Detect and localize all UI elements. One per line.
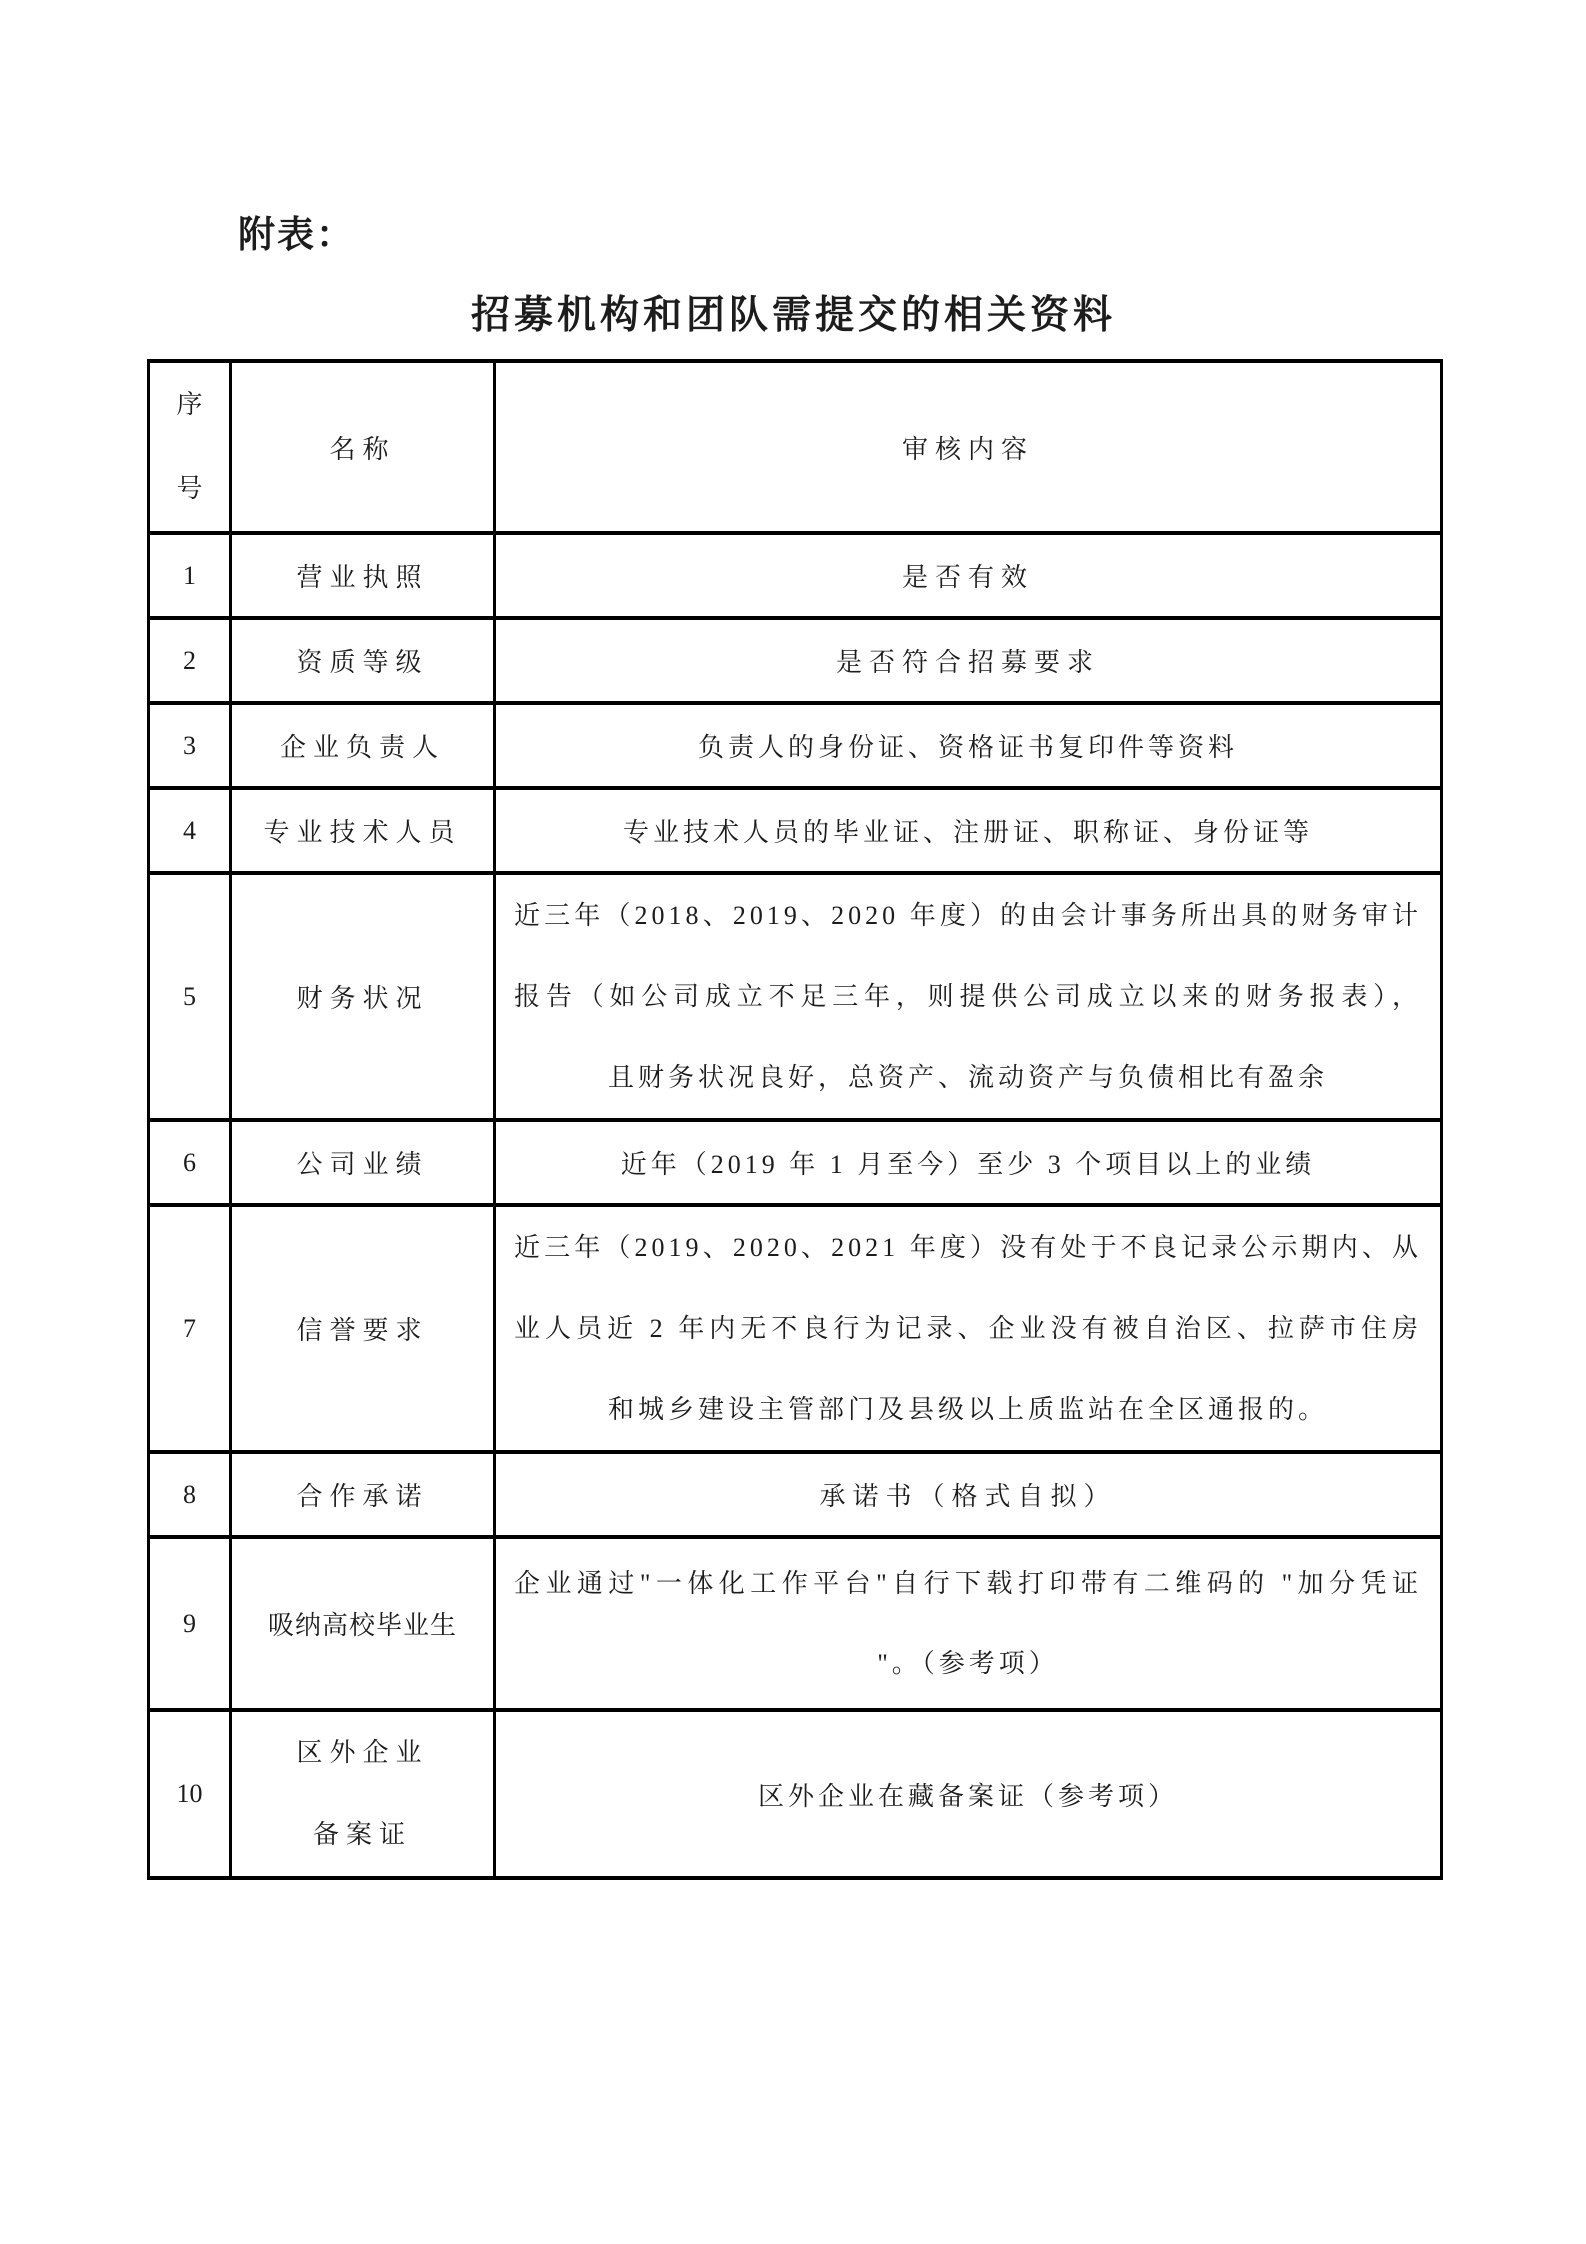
cell-content: 专业技术人员的毕业证、注册证、职称证、身份证等 bbox=[495, 788, 1442, 873]
content-line: 和城乡建设主管部门及县级以上质监站在全区通报的。 bbox=[607, 1395, 1328, 1424]
cell-no: 7 bbox=[149, 1205, 231, 1452]
header-no-line1: 序 bbox=[176, 390, 203, 419]
cell-content: 近年（2019 年 1 月至今）至少 3 个项目以上的业绩 bbox=[495, 1120, 1442, 1205]
header-no-line2: 号 bbox=[176, 474, 203, 503]
content-line: 报告（如公司成立不足三年，则提供公司成立以来的财务报表）， bbox=[514, 982, 1422, 1011]
materials-table bbox=[147, 359, 1443, 1880]
table-row bbox=[149, 1710, 1442, 1878]
content-line: 业人员近 2 年内无不良行为记录、企业没有被自治区、拉萨市住房 bbox=[514, 1314, 1422, 1343]
name-line: 备案证 bbox=[312, 1820, 412, 1849]
table-row bbox=[149, 1205, 1442, 1452]
cell-name: 企业负责人 bbox=[231, 703, 495, 788]
cell-name: 合作承诺 bbox=[231, 1452, 495, 1537]
header-cell-content: 审核内容 bbox=[495, 361, 1442, 533]
page-title: 招募机构和团队需提交的相关资料 bbox=[470, 294, 1116, 337]
table-row bbox=[149, 1120, 1442, 1205]
cell-content: 承诺书（格式自拟） bbox=[495, 1452, 1442, 1537]
cell-name: 专业技术人员 bbox=[231, 788, 495, 873]
content-line: 企业通过"一体化工作平台"自行下载打印带有二维码的 "加分凭证 bbox=[514, 1568, 1422, 1598]
cell-content: 是否符合招募要求 bbox=[495, 618, 1442, 703]
table-header-row bbox=[149, 361, 1442, 533]
cell-no: 9 bbox=[149, 1537, 231, 1710]
table-row bbox=[149, 533, 1442, 618]
cell-name: 财务状况 bbox=[231, 873, 495, 1120]
cell-no: 2 bbox=[149, 618, 231, 703]
cell-name: 公司业绩 bbox=[231, 1120, 495, 1205]
cell-content: 是否有效 bbox=[495, 533, 1442, 618]
cell-content: 区外企业在藏备案证（参考项） bbox=[495, 1710, 1442, 1878]
cell-name: 营业执照 bbox=[231, 533, 495, 618]
cell-no: 3 bbox=[149, 703, 231, 788]
cell-content bbox=[495, 1205, 1442, 1452]
cell-no: 4 bbox=[149, 788, 231, 873]
content-line: 且财务状况良好，总资产、流动资产与负债相比有盈余 bbox=[607, 1063, 1328, 1092]
cell-name bbox=[231, 1710, 495, 1878]
cell-content: 负责人的身份证、资格证书复印件等资料 bbox=[495, 703, 1442, 788]
cell-content bbox=[495, 1537, 1442, 1710]
table-row bbox=[149, 618, 1442, 703]
table-row bbox=[149, 873, 1442, 1120]
content-line: 近三年（2019、2020、2021 年度）没有处于不良记录公示期内、从 bbox=[514, 1233, 1422, 1262]
header-cell-no bbox=[149, 361, 231, 533]
cell-no: 6 bbox=[149, 1120, 231, 1205]
table-row bbox=[149, 1452, 1442, 1537]
cell-no: 5 bbox=[149, 873, 231, 1120]
cell-name: 信誉要求 bbox=[231, 1205, 495, 1452]
annex-label: 附表： bbox=[238, 215, 355, 256]
cell-name: 资质等级 bbox=[231, 618, 495, 703]
table-row bbox=[149, 788, 1442, 873]
header-cell-name: 名称 bbox=[231, 361, 495, 533]
cell-content bbox=[495, 873, 1442, 1120]
cell-name: 吸纳高校毕业生 bbox=[231, 1537, 495, 1710]
name-line: 区外企业 bbox=[296, 1738, 429, 1767]
cell-no: 10 bbox=[149, 1710, 231, 1878]
table-row bbox=[149, 1537, 1442, 1710]
table-row bbox=[149, 703, 1442, 788]
content-line: "。（参考项） bbox=[877, 1648, 1059, 1678]
cell-no: 1 bbox=[149, 533, 231, 618]
cell-no: 8 bbox=[149, 1452, 231, 1537]
content-line: 近三年（2018、2019、2020 年度）的由会计事务所出具的财务审计 bbox=[514, 901, 1422, 930]
